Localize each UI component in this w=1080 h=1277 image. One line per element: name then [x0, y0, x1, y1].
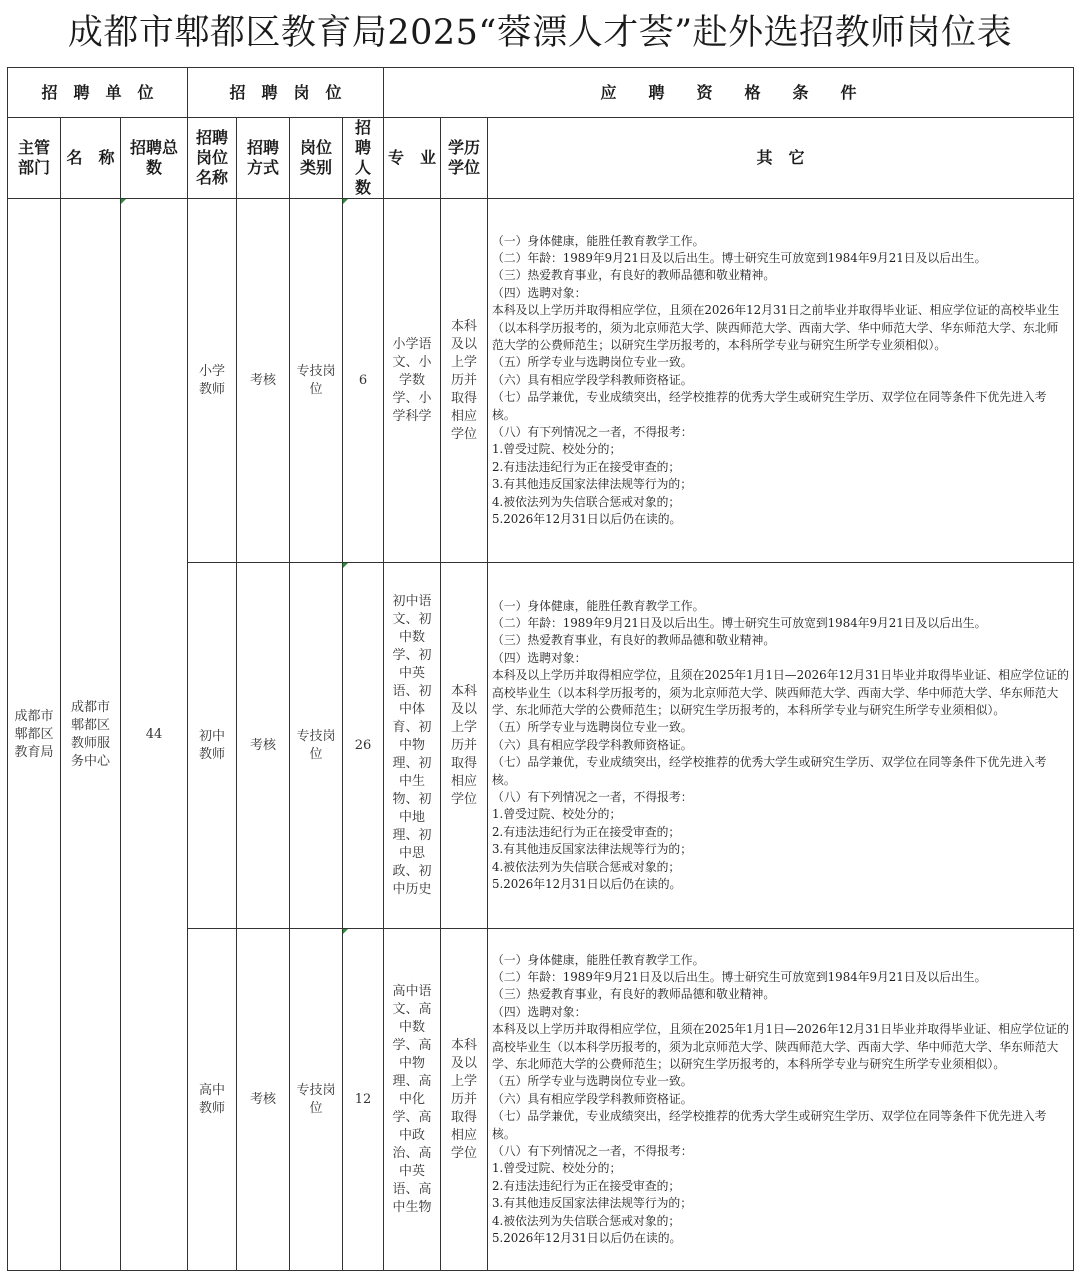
post-major: 小学语文、小学数学、小学科学 — [384, 199, 441, 563]
requirement-line: 3.有其他违反国家法律法规等行为的； — [492, 1196, 693, 1211]
requirement-line: （一）身体健康，能胜任教育教学工作。 — [492, 233, 705, 248]
table-row — [8, 199, 1074, 563]
requirement-line: （五）所学专业与选聘岗位专业一致。 — [492, 1074, 693, 1089]
requirement-line: （七）品学兼优，专业成绩突出，经学校推荐的优秀大学生或研究生学历、双学位在同等条件下优先进入考核。 — [492, 755, 1047, 787]
requirement-line: 1.曾受过院、校处分的； — [492, 1161, 622, 1176]
requirement-line: （六）具有相应学段学科教师资格证。 — [492, 1091, 693, 1106]
post-degree: 本科及以上学历并取得相应学位 — [441, 929, 488, 1271]
requirement-line: （六）具有相应学段学科教师资格证。 — [492, 737, 693, 752]
post-count: 26 — [343, 563, 384, 929]
requirement-line: 1.曾受过院、校处分的； — [492, 442, 622, 457]
post-method: 考核 — [237, 563, 290, 929]
header-total: 招聘总数 — [121, 118, 188, 199]
requirement-line: （三）热爱教育事业，有良好的教师品德和敬业精神。 — [492, 987, 776, 1002]
header-dept: 主管部门 — [8, 118, 61, 199]
post-name: 高中教师 — [188, 929, 237, 1271]
requirement-line: （八）有下列情况之一者，不得报考： — [492, 790, 693, 805]
requirement-line: （八）有下列情况之一者，不得报考： — [492, 425, 693, 440]
requirement-line: 3.有其他违反国家法律法规等行为的； — [492, 477, 693, 492]
header-row-columns — [8, 118, 1074, 199]
requirement-line: （七）品学兼优，专业成绩突出，经学校推荐的优秀大学生或研究生学历、双学位在同等条件下优先进入考核。 — [492, 390, 1047, 422]
requirement-line: 本科及以上学历并取得相应学位，且须在2026年12月31日之前毕业并取得毕业证、相应学位证的高校毕业生（以本科学历报考的，须为北京师范大学、陕西师范大学、西南大学、华中师范大学、华东师范大学、东北师范大学的公费师范生；以研究生学历报考的，本科所学专业与研究生所学专业须相似）。 — [492, 303, 1060, 352]
recruitment-table — [7, 67, 1074, 1271]
requirement-line: 3.有其他违反国家法律法规等行为的； — [492, 842, 693, 857]
requirement-line: （二）年龄：1989年9月21日及以后出生。博士研究生可放宽到1984年9月21日及以后出生。 — [492, 615, 987, 630]
header-major: 专 业 — [384, 118, 441, 199]
page-title: 成都市郫都区教育局2025“蓉漂人才荟”赴外选招教师岗位表 — [67, 13, 1013, 53]
post-category: 专技岗位 — [290, 563, 343, 929]
requirement-line: 2.有违法违纪行为正在接受审查的； — [492, 824, 681, 839]
requirement-line: （四）选聘对象： — [492, 1004, 587, 1019]
post-method: 考核 — [237, 199, 290, 563]
header-qualification: 应 聘 资 格 条 件 — [384, 68, 1074, 118]
post-major: 初中语文、初中数学、初中英语、初中体育、初中物理、初中生物、初中地理、初中思政、初中历史 — [384, 563, 441, 929]
requirements-cell — [488, 929, 1074, 1271]
requirement-line: （一）身体健康，能胜任教育教学工作。 — [492, 598, 705, 613]
requirement-line: 2.有违法违纪行为正在接受审查的； — [492, 1178, 681, 1193]
post-degree: 本科及以上学历并取得相应学位 — [441, 199, 488, 563]
requirement-line: 4.被依法列为失信联合惩戒对象的； — [492, 1213, 681, 1228]
unit-total: 44 — [121, 199, 188, 1271]
header-count: 招聘人数 — [343, 118, 384, 199]
requirement-line: （三）热爱教育事业，有良好的教师品德和敬业精神。 — [492, 633, 776, 648]
requirement-line: （一）身体健康，能胜任教育教学工作。 — [492, 952, 705, 967]
header-other: 其 它 — [488, 118, 1074, 199]
requirement-line: （五）所学专业与选聘岗位专业一致。 — [492, 720, 693, 735]
requirement-line: （八）有下列情况之一者，不得报考： — [492, 1144, 693, 1159]
requirement-line: （二）年龄：1989年9月21日及以后出生。博士研究生可放宽到1984年9月21日及以后出生。 — [492, 250, 987, 265]
post-degree: 本科及以上学历并取得相应学位 — [441, 563, 488, 929]
requirement-line: 1.曾受过院、校处分的； — [492, 807, 622, 822]
header-method: 招聘方式 — [237, 118, 290, 199]
requirement-line: 4.被依法列为失信联合惩戒对象的； — [492, 859, 681, 874]
unit-dept: 成都市郫都区教育局 — [8, 199, 61, 1271]
header-degree: 学历学位 — [441, 118, 488, 199]
header-post-name: 招聘岗位名称 — [188, 118, 237, 199]
header-name: 名 称 — [61, 118, 121, 199]
post-method: 考核 — [237, 929, 290, 1271]
requirements-cell — [488, 199, 1074, 563]
requirement-line: （五）所学专业与选聘岗位专业一致。 — [492, 355, 693, 370]
requirements-cell — [488, 563, 1074, 929]
post-name: 小学教师 — [188, 199, 237, 563]
requirement-line: （三）热爱教育事业，有良好的教师品德和敬业精神。 — [492, 268, 776, 283]
requirement-line: （四）选聘对象： — [492, 650, 587, 665]
header-row-groups — [8, 68, 1074, 118]
post-category: 专技岗位 — [290, 929, 343, 1271]
requirement-line: 本科及以上学历并取得相应学位，且须在2025年1月1日—2026年12月31日毕业并取得毕业证、相应学位证的高校毕业生（以本科学历报考的，须为北京师范大学、陕西师范大学、西南大学、华中师范大学、华东师范大学、东北师范大学的公费师范生；以研究生学历报考的，本科所学专业与研究生所学专业须相似）。 — [492, 668, 1069, 717]
requirement-line: 本科及以上学历并取得相应学位，且须在2025年1月1日—2026年12月31日毕业并取得毕业证、相应学位证的高校毕业生（以本科学历报考的，须为北京师范大学、陕西师范大学、西南大学、华中师范大学、华东师范大学、东北师范大学的公费师范生；以研究生学历报考的，本科所学专业与研究生所学专业须相似）。 — [492, 1022, 1069, 1071]
post-name: 初中教师 — [188, 563, 237, 929]
requirement-line: （四）选聘对象： — [492, 285, 587, 300]
header-category: 岗位类别 — [290, 118, 343, 199]
post-count: 6 — [343, 199, 384, 563]
requirement-line: 5.2026年12月31日以后仍在读的。 — [492, 877, 682, 892]
requirement-line: （六）具有相应学段学科教师资格证。 — [492, 372, 693, 387]
requirement-line: 5.2026年12月31日以后仍在读的。 — [492, 1231, 682, 1246]
post-major: 高中语文、高中数学、高中物理、高中化学、高中政治、高中英语、高中生物 — [384, 929, 441, 1271]
post-category: 专技岗位 — [290, 199, 343, 563]
requirement-line: 4.被依法列为失信联合惩戒对象的； — [492, 494, 681, 509]
requirement-line: （二）年龄：1989年9月21日及以后出生。博士研究生可放宽到1984年9月21日及以后出生。 — [492, 969, 987, 984]
header-position: 招 聘 岗 位 — [188, 68, 384, 118]
requirement-line: （七）品学兼优，专业成绩突出，经学校推荐的优秀大学生或研究生学历、双学位在同等条件下优先进入考核。 — [492, 1109, 1047, 1141]
header-unit: 招 聘 单 位 — [8, 68, 188, 118]
requirement-line: 2.有违法违纪行为正在接受审查的； — [492, 459, 681, 474]
unit-name: 成都市郫都区教师服务中心 — [61, 199, 121, 1271]
requirement-line: 5.2026年12月31日以后仍在读的。 — [492, 512, 682, 527]
post-count: 12 — [343, 929, 384, 1271]
